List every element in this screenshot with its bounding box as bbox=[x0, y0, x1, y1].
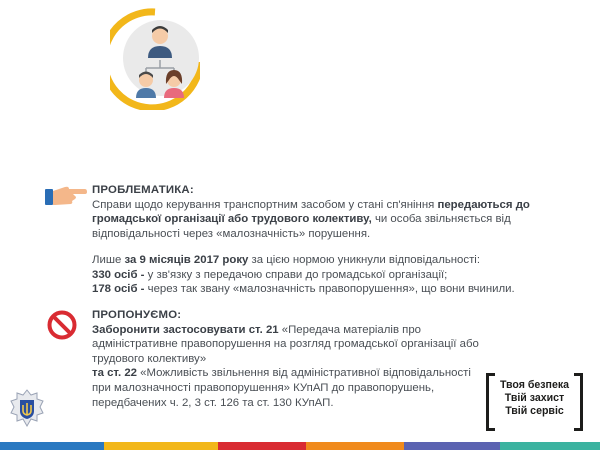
stats-intro: Лише за 9 місяців 2017 року за цією нормою уникнули відповідальності: bbox=[92, 254, 481, 266]
problem-heading: ПРОБЛЕМАТИКА: bbox=[92, 184, 194, 196]
stripe-yellow bbox=[104, 442, 218, 450]
statistics-section bbox=[92, 253, 562, 297]
proposal-text-1: Заборонити застосовувати ст. 21 «Передача матеріалів про адміністративне правопорушення на розгляд громадської організації або трудового колективу» bbox=[92, 323, 479, 365]
people-hierarchy-icon bbox=[110, 0, 200, 110]
color-stripe bbox=[0, 442, 600, 450]
police-emblem-icon bbox=[10, 389, 44, 427]
problem-section bbox=[92, 183, 562, 241]
stripe-orange bbox=[306, 442, 404, 450]
prohibition-sign-icon bbox=[47, 310, 77, 340]
stats-line-2: 178 осіб - через так звану «малозначність правопорушення», що вони вчинили. bbox=[92, 283, 515, 296]
slogan-block bbox=[486, 373, 583, 425]
stats-line-1: 330 осіб - у зв'язку з передачою справи до громадської організації; bbox=[92, 268, 448, 281]
stripe-purple bbox=[404, 442, 500, 450]
slogan-line-2: Твій захист bbox=[504, 392, 565, 404]
proposal-text-3: передбачених ч. 2, 3 ст. 126 та ст. 130 КУпАП. bbox=[92, 396, 334, 409]
problem-text: Справи щодо керування транспортним засобом у стані сп'яніння передаються до громадської організації або трудового колективу, чи особа звільняється від відповідальності через «малозначність» порушення. bbox=[92, 198, 530, 240]
slogan-line-3: Твій сервіс bbox=[505, 405, 564, 417]
stripe-teal bbox=[500, 442, 600, 450]
proposal-text-2: та ст. 22 «Можливість звільнення від адміністративної відповідальності при малозначності правопорушення» КУпАП до правопорушень, bbox=[92, 367, 471, 394]
stripe-blue bbox=[0, 442, 104, 450]
stripe-red bbox=[218, 442, 306, 450]
proposal-heading: ПРОПОНУЄМО: bbox=[92, 309, 182, 321]
proposal-section bbox=[92, 308, 492, 410]
slogan-line-1: Твоя безпека bbox=[499, 379, 570, 391]
pointing-hand-icon bbox=[45, 183, 87, 207]
